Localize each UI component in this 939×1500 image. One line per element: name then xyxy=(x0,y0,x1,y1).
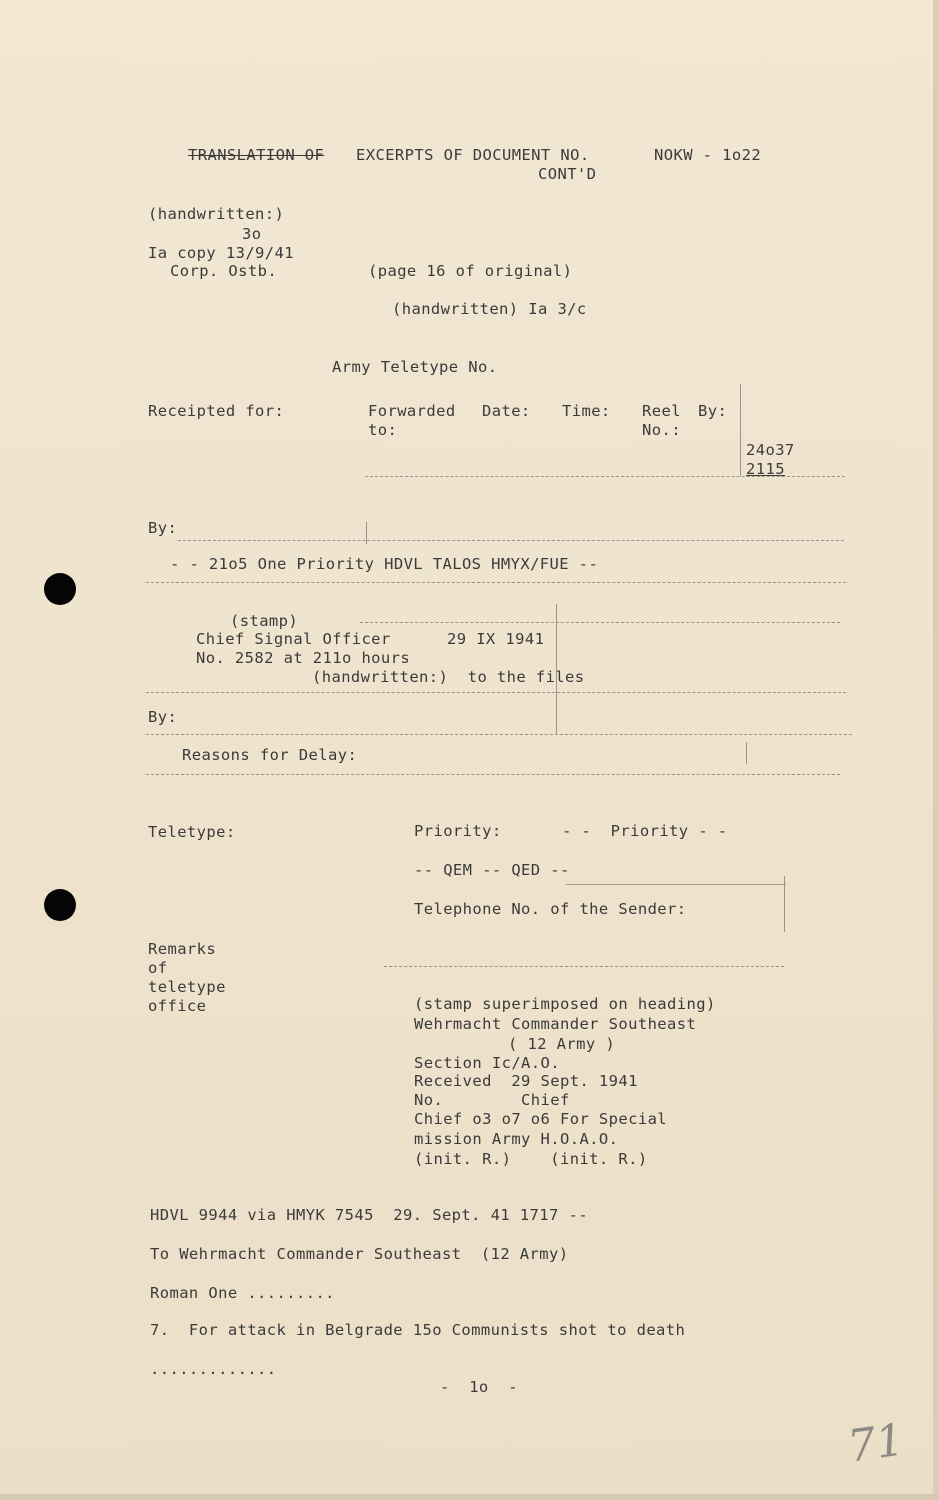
form-tick-2 xyxy=(366,522,367,544)
stamp-heading-6: No. Chief xyxy=(414,1091,570,1109)
time-label: Time: xyxy=(562,402,611,420)
handwritten-label: (handwritten:) xyxy=(148,205,285,223)
form-rule-4 xyxy=(360,622,840,623)
body-line-4: 7. For attack in Belgrade 15o Communists shot to death xyxy=(150,1321,686,1339)
form-tick-5 xyxy=(784,876,785,932)
message-line: - - 21o5 One Priority HDVL TALOS HMYX/FUE -- xyxy=(170,555,599,573)
handwritten-files: (handwritten:) to the files xyxy=(312,668,585,686)
punch-hole-bottom xyxy=(44,889,76,921)
stamp-no-line: No. 2582 at 211o hours xyxy=(196,649,411,667)
forwarded-to: to: xyxy=(368,421,398,439)
handwritten-num-24037: 24o37 xyxy=(746,441,795,459)
priority-label: Priority: xyxy=(414,822,502,840)
chief-signal-officer: Chief Signal Officer xyxy=(196,630,391,648)
page-ref: (page 16 of original) xyxy=(368,262,573,280)
body-line-1: HDVL 9944 via HMYK 7545 29. Sept. 41 1717 -- xyxy=(150,1206,588,1224)
body-line-2: To Wehrmacht Commander Southeast (12 Army) xyxy=(150,1245,569,1263)
stamp-date: 29 IX 1941 xyxy=(447,630,545,648)
teletype-label: Teletype: xyxy=(148,823,236,841)
form-rule-7 xyxy=(146,774,840,775)
form-tick-3 xyxy=(556,604,557,734)
reel-no-label: No.: xyxy=(642,421,681,439)
telephone-no: Telephone No. of the Sender: xyxy=(414,900,687,918)
stamp-heading-1: (stamp superimposed on heading) xyxy=(414,995,716,1013)
priority-value: - - Priority - - xyxy=(562,822,728,840)
stamp-label: (stamp) xyxy=(230,612,299,630)
page-edge-bottom xyxy=(0,1494,939,1500)
by-label-1: By: xyxy=(148,519,178,537)
form-rule-2 xyxy=(178,540,844,541)
remarks-line-3: teletype xyxy=(148,978,226,996)
handwritten-num-2115: 2115 xyxy=(746,460,785,478)
stamp-heading-2: Wehrmacht Commander Southeast xyxy=(414,1015,697,1033)
by-label-2: By: xyxy=(148,708,178,726)
army-teletype-no: Army Teletype No. xyxy=(332,358,498,376)
forwarded-label: Forwarded xyxy=(368,402,456,420)
form-rule-5 xyxy=(146,692,846,693)
handwritten-num: 3o xyxy=(242,225,262,243)
contd-label: CONT'D xyxy=(538,165,597,183)
remarks-line-2: of xyxy=(148,959,168,977)
form-rule-6 xyxy=(146,734,852,735)
stamp-heading-9: (init. R.) (init. R.) xyxy=(414,1150,648,1168)
pencil-page-mark: 71 xyxy=(844,1414,908,1473)
punch-hole-top xyxy=(44,573,76,605)
doc-number: NOKW - 1o22 xyxy=(654,146,762,164)
form-tick-1 xyxy=(740,384,741,476)
date-label: Date: xyxy=(482,402,531,420)
title-prefix: TRANSLATION OF xyxy=(188,146,325,164)
form-rule-9 xyxy=(384,966,784,967)
body-line-3: Roman One ......... xyxy=(150,1284,335,1302)
stamp-heading-4: Section Ic/A.O. xyxy=(414,1054,560,1072)
stamp-heading-8: mission Army H.O.A.O. xyxy=(414,1130,619,1148)
ia-copy: Ia copy 13/9/41 xyxy=(148,244,294,262)
stamp-heading-7: Chief o3 o7 o6 For Special xyxy=(414,1110,668,1128)
page-edge-right xyxy=(933,0,939,1500)
ia-note: (handwritten) Ia 3/c xyxy=(392,300,587,318)
reasons-for-delay: Reasons for Delay: xyxy=(182,746,358,764)
body-line-5: ............. xyxy=(150,1360,277,1378)
stamp-heading-5: Received 29 Sept. 1941 xyxy=(414,1072,638,1090)
stamp-heading-3: ( 12 Army ) xyxy=(508,1035,616,1053)
receipted-for: Receipted for: xyxy=(148,402,285,420)
form-rule-1 xyxy=(365,476,845,477)
by-label-top: By: xyxy=(698,402,728,420)
title-rest: EXCERPTS OF DOCUMENT NO. xyxy=(356,146,590,164)
form-rule-3 xyxy=(146,582,846,583)
page-number: - 1o - xyxy=(440,1378,518,1396)
reel-label: Reel xyxy=(642,402,681,420)
corp-ostb: Corp. Ostb. xyxy=(170,262,278,280)
form-tick-4 xyxy=(746,742,747,764)
qem-qed: -- QEM -- QED -- xyxy=(414,861,570,879)
form-rule-8 xyxy=(566,884,786,885)
remarks-line-4: office xyxy=(148,997,207,1015)
remarks-line-1: Remarks xyxy=(148,940,217,958)
